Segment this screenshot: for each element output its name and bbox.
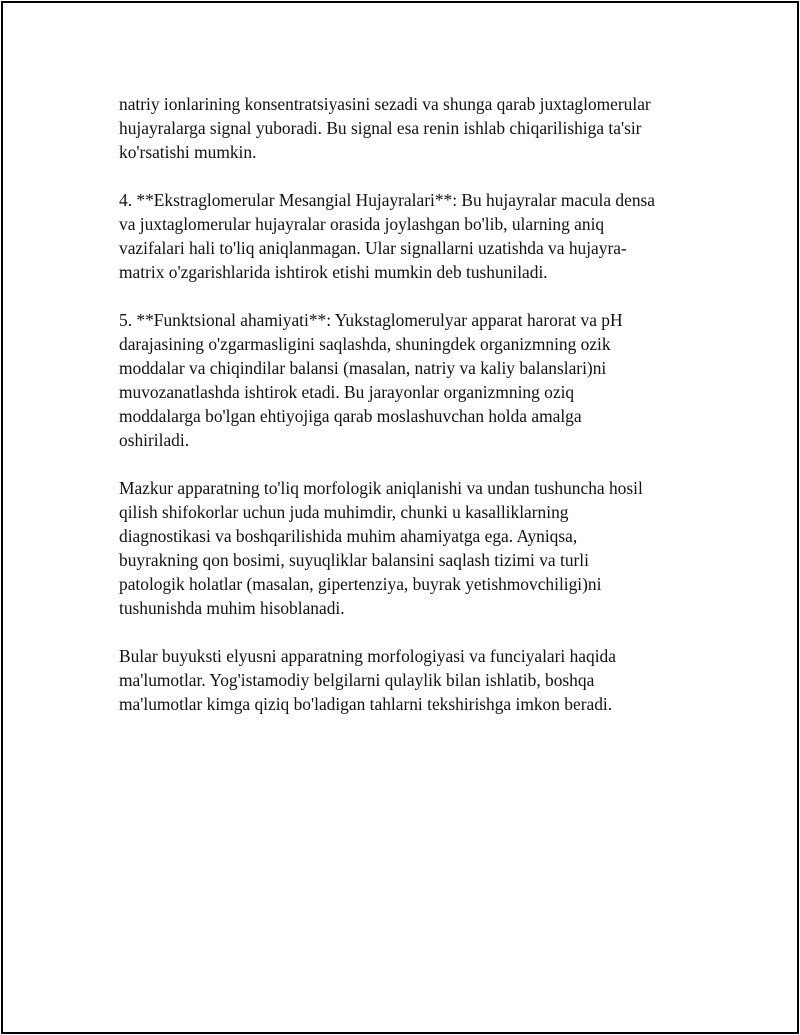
paragraph-item-5: 5. **Funktsional ahamiyati**: Yukstaglomerulyar apparat harorat va pH darajasining o'zgarmasligini saqlashda, shuningdek organizmning ozik moddalar va chiqindilar balansi (masalan, natriy va kaliy balanslari)ni muvozanatlashda ishtirok etadi. Bu jarayonlar organizmning oziq moddalarga bo'lgan ehtiyojiga qarab moslashuvchan holda amalga oshiriladi.: [119, 310, 623, 450]
document-page: [1, 1, 799, 1034]
paragraph-summary: Mazkur apparatning to'liq morfologik aniqlanishi va undan tushuncha hosil qilish shifokorlar uchun juda muhimdir, chunki u kasalliklarning diagnostikasi va boshqarilishida muhim ahamiyatga ega. Ayniqsa, buyrakning qon bosimi, suyuqliklar balansini saqlash tizimi va turli patologik holatlar (masalan, gipertenziya, buyrak yetishmovchiligi)ni tushunishda muhim hisoblanadi.: [119, 478, 643, 618]
document-body: [119, 92, 709, 740]
paragraph-item-4: 4. **Ekstraglomerular Mesangial Hujayralari**: Bu hujayralar macula densa va juxtaglomerular hujayralar orasida joylashgan bo'lib, ularning aniq vazifalari hali to'liq aniqlanmagan. Ular signallarni uzatishda va hujayra- matrix o'zgarishlarida ishtirok etishi mumkin deb tushuniladi.: [119, 190, 656, 282]
paragraph-closing: Bular buyuksti elyusni apparatning morfologiyasi va funciyalari haqida ma'lumotlar. Yog'istamodiy belgilarni qulaylik bilan ishlatib, boshqa ma'lumotlar kimga qiziq bo'ladigan tahlarni tekshirishga imkon beradi.: [119, 646, 616, 714]
paragraph-intro: natriy ionlarining konsentratsiyasini sezadi va shunga qarab juxtaglomerular hujayralarga signal yuboradi. Bu signal esa renin ishlab chiqarilishiga ta'sir ko'rsatishi mumkin.: [119, 94, 651, 162]
